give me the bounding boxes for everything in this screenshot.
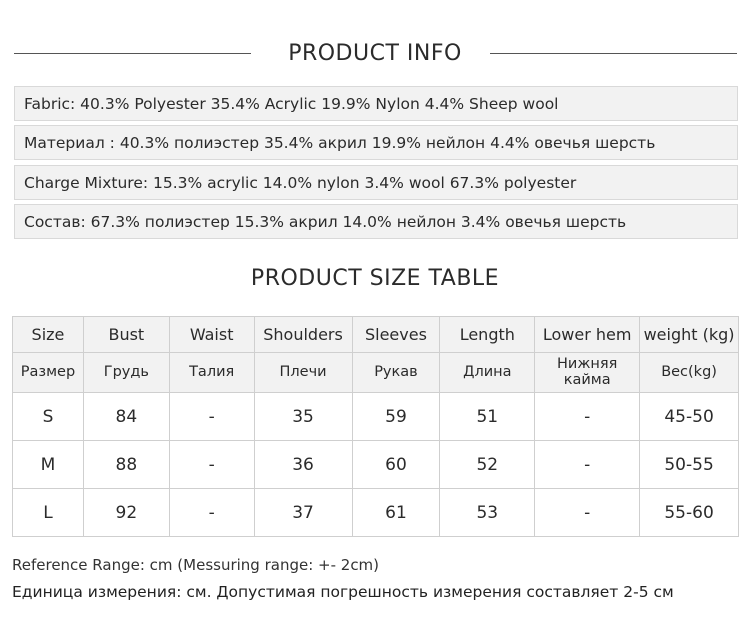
info-line-composition [14, 204, 738, 239]
size-table-heading: PRODUCT SIZE TABLE [250, 265, 500, 291]
left-rule [14, 53, 251, 54]
reference-note-ru: Единица измерения: см. Допустимая погрешность измерения составляет 2-5 см [12, 583, 674, 601]
header-sleeves: Sleeves [352, 317, 440, 353]
cell-shoulders: 35 [254, 393, 352, 441]
cell-lower-hem: - [535, 441, 640, 489]
cell-lower-hem: - [535, 393, 640, 441]
info-line-text: Материал : 40.3% полиэстер 35.4% акрил 19.9% нейлон 4.4% овечья шерсть [24, 133, 656, 152]
cell-length: 53 [440, 489, 535, 537]
header-size: Size [13, 317, 84, 353]
cell-sleeves: 59 [352, 393, 440, 441]
size-table [12, 316, 739, 537]
right-rule [490, 53, 737, 54]
cell-waist: - [169, 489, 254, 537]
reference-note-en: Reference Range: cm (Messuring range: +- 2cm) [12, 556, 380, 574]
header-lower-hem: Lower hem [535, 317, 640, 353]
info-line-material [14, 125, 738, 160]
size-table-heading-row [0, 262, 750, 294]
table-row [13, 489, 739, 537]
header-waist: Waist [169, 317, 254, 353]
product-info-heading: PRODUCT INFO [288, 40, 462, 66]
cell-bust: 84 [83, 393, 169, 441]
product-info-heading-row [0, 36, 750, 70]
cell-shoulders: 37 [254, 489, 352, 537]
cell-size: M [13, 441, 84, 489]
header-bust-ru: Грудь [83, 353, 169, 393]
header-lower-hem-ru: Нижняя кайма [535, 353, 640, 393]
info-line-fabric [14, 86, 738, 121]
header-length: Length [440, 317, 535, 353]
cell-size: S [13, 393, 84, 441]
header-row-en [13, 317, 739, 353]
cell-weight: 55-60 [640, 489, 739, 537]
info-line-text: Состав: 67.3% полиэстер 15.3% акрил 14.0% нейлон 3.4% овечья шерсть [24, 212, 627, 231]
cell-sleeves: 61 [352, 489, 440, 537]
header-waist-ru: Талия [169, 353, 254, 393]
header-length-ru: Длина [440, 353, 535, 393]
header-shoulders-ru: Плечи [254, 353, 352, 393]
info-line-text: Fabric: 40.3% Polyester 35.4% Acrylic 19.9% Nylon 4.4% Sheep wool [24, 94, 559, 113]
header-row-ru [13, 353, 739, 393]
cell-waist: - [169, 441, 254, 489]
header-sleeves-ru: Рукав [352, 353, 440, 393]
cell-size: L [13, 489, 84, 537]
cell-weight: 45-50 [640, 393, 739, 441]
cell-waist: - [169, 393, 254, 441]
table-row [13, 441, 739, 489]
cell-bust: 88 [83, 441, 169, 489]
header-shoulders: Shoulders [254, 317, 352, 353]
cell-length: 52 [440, 441, 535, 489]
header-bust: Bust [83, 317, 169, 353]
header-weight: weight (kg) [640, 317, 739, 353]
cell-shoulders: 36 [254, 441, 352, 489]
header-weight-ru: Вес(kg) [640, 353, 739, 393]
cell-lower-hem: - [535, 489, 640, 537]
info-line-text: Charge Mixture: 15.3% acrylic 14.0% nylon 3.4% wool 67.3% polyester [24, 173, 577, 192]
header-size-ru: Размер [13, 353, 84, 393]
info-line-charge-mixture [14, 165, 738, 200]
cell-bust: 92 [83, 489, 169, 537]
cell-sleeves: 60 [352, 441, 440, 489]
cell-length: 51 [440, 393, 535, 441]
table-row [13, 393, 739, 441]
cell-weight: 50-55 [640, 441, 739, 489]
